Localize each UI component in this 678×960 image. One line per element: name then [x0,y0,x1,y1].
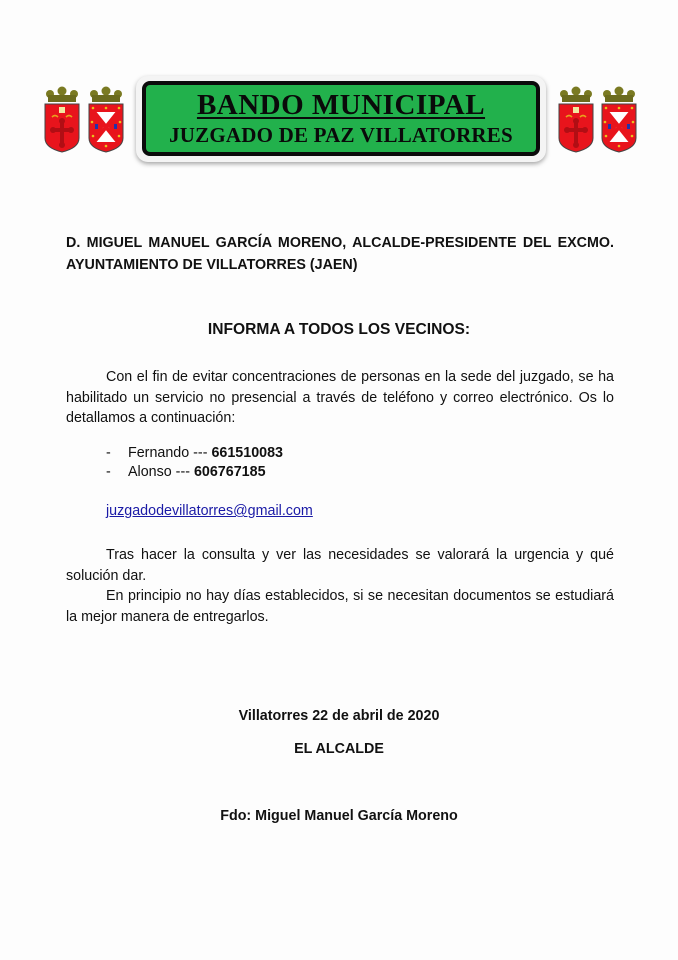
coat-of-arms-icon [86,86,126,156]
contact-name: Alonso --- [128,464,194,480]
signature-line: Fdo: Miguel Manuel García Moreno [220,808,458,824]
banner-title: BANDO MUNICIPAL [196,89,486,121]
contact-item [106,444,283,463]
email-link[interactable]: juzgadodevillatorres@gmail.com [106,503,313,519]
coat-of-arms-icon [556,86,596,156]
paragraph-consulta [66,545,614,586]
title-banner [136,76,546,162]
coat-of-arms-icon [599,86,639,156]
paragraph-consulta-text: Tras hacer la consulta y ver las necesidades se valorará la urgencia y qué solución dar. [66,547,614,584]
paragraph-intro-text: Con el fin de evitar concentraciones de personas en la sede del juzgado, se ha habilitado un servicio no presencial a través de teléfono y correo electrónico. Os lo detallamos a continuación: [66,369,614,426]
paragraph-intro [66,367,614,429]
intro-line-2: AYUNTAMIENTO DE VILLATORRES (JAEN) [66,257,358,273]
bullet: - [106,445,111,461]
section-heading: INFORMA A TODOS LOS VECINOS: [207,321,471,338]
paragraph-principio-text: En principio no hay días establecidos, si se necesitan documentos se estudiará la mejor manera de entregarlos. [66,588,614,625]
paragraph-principio [66,586,614,627]
bullet: - [106,464,111,480]
contact-name: Fernando --- [128,445,212,461]
header [0,74,678,166]
mayor-intro [66,232,614,276]
contact-phone[interactable]: 661510083 [211,445,283,461]
coat-of-arms-icon [42,86,82,156]
contact-item [106,463,283,482]
banner-subtitle: JUZGADO DE PAZ VILLATORRES [169,123,513,147]
role-line: EL ALCALDE [294,741,384,757]
date-line: Villatorres 22 de abril de 2020 [238,708,440,724]
contact-list [106,444,283,482]
intro-line-1: D. MIGUEL MANUEL GARCÍA MORENO, ALCALDE-PRESIDENTE DEL EXCMO. [66,235,614,251]
contact-phone[interactable]: 606767185 [193,464,266,480]
